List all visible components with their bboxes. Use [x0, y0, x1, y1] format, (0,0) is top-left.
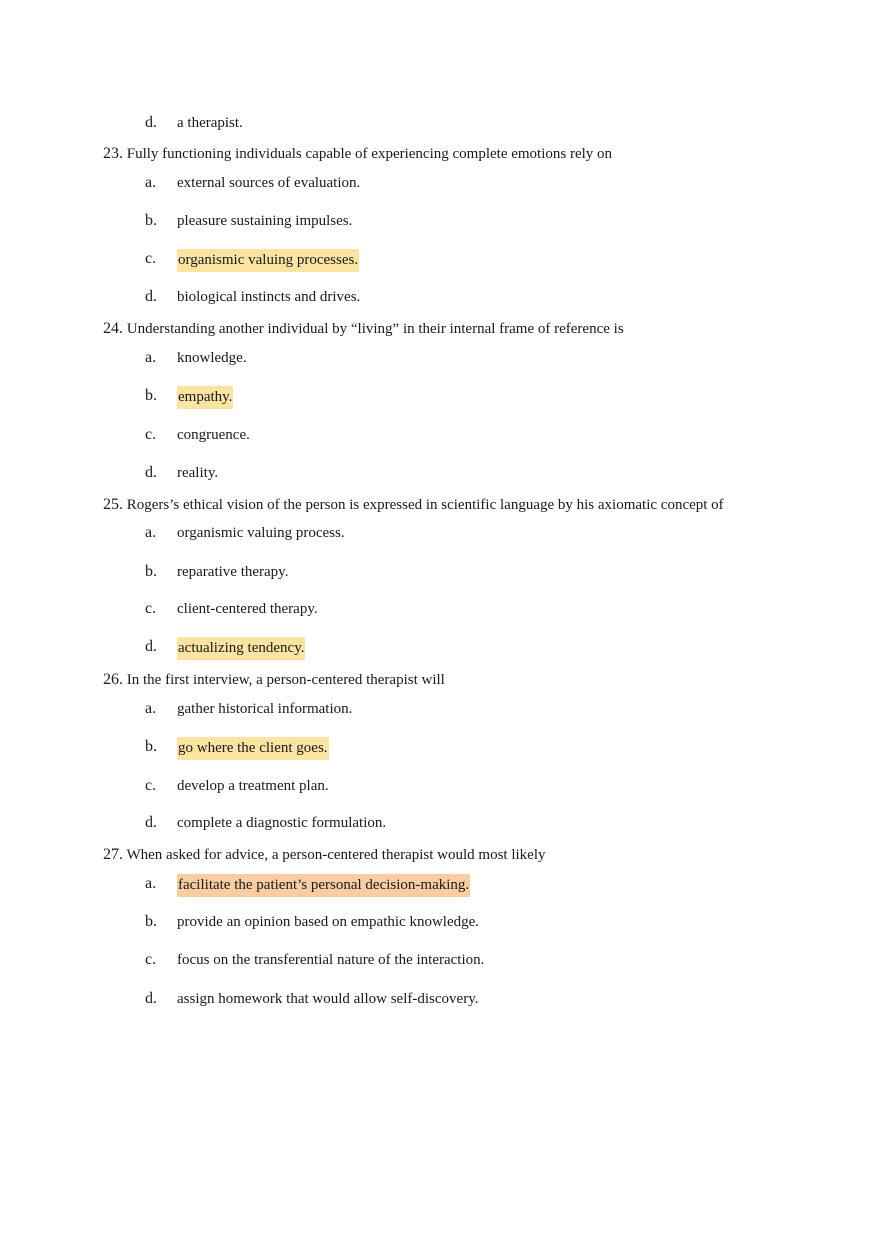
option-letter: c.: [145, 426, 157, 443]
option-letter: b.: [145, 387, 157, 404]
option-letter: d.: [145, 990, 157, 1007]
question-23-stem: [103, 144, 612, 164]
question-text: When asked for advice, a person-centered therapist would most likely: [126, 847, 546, 863]
question-text: In the first interview, a person-centered therapist will: [126, 672, 445, 688]
highlighted-answer: go where the client goes.: [177, 737, 329, 760]
option-text: complete a diagnostic formulation.: [177, 815, 387, 831]
option-text: knowledge.: [177, 350, 247, 366]
option-letter: b.: [145, 913, 157, 930]
option-letter: b.: [145, 738, 157, 755]
question-number: 24.: [103, 320, 123, 337]
question-text: Understanding another individual by “living” in their internal frame of reference is: [126, 321, 624, 337]
option-letter: d.: [145, 464, 157, 481]
lead-option: [0, 113, 880, 133]
option-letter: d.: [145, 114, 157, 131]
highlighted-answer: facilitate the patient’s personal decision-making.: [177, 874, 470, 897]
option-letter: a.: [145, 349, 157, 366]
option-text: assign homework that would allow self-discovery.: [177, 991, 479, 1007]
option-text: reality.: [177, 465, 219, 481]
option-letter: d.: [145, 288, 157, 305]
option-text: biological instincts and drives.: [177, 289, 361, 305]
question-number: 23.: [103, 145, 123, 162]
option-text: a therapist.: [177, 115, 243, 131]
option-letter: a.: [145, 524, 157, 541]
question-number: 25.: [103, 496, 123, 513]
question-number: 27.: [103, 846, 123, 863]
option-text: client-centered therapy.: [177, 601, 318, 617]
highlighted-answer: actualizing tendency.: [177, 637, 305, 660]
highlighted-answer: empathy.: [177, 386, 233, 409]
option-letter: b.: [145, 563, 157, 580]
question-number: 26.: [103, 671, 123, 688]
question-27-stem: [103, 845, 546, 865]
option-letter: a.: [145, 700, 157, 717]
option-letter: c.: [145, 777, 157, 794]
option-text: gather historical information.: [177, 701, 353, 717]
question-text: Fully functioning individuals capable of experiencing complete emotions rely on: [126, 146, 613, 162]
option-letter: c.: [145, 600, 157, 617]
highlighted-answer: organismic valuing processes.: [177, 249, 359, 272]
option-text: develop a treatment plan.: [177, 778, 329, 794]
question-24-stem: [103, 319, 624, 339]
option-letter: a.: [145, 875, 157, 892]
option-text: reparative therapy.: [177, 564, 289, 580]
option-text: congruence.: [177, 427, 250, 443]
option-letter: d.: [145, 814, 157, 831]
question-text: Rogers’s ethical vision of the person is expressed in scientific language by his axiomatic concept of: [126, 497, 724, 513]
option-letter: c.: [145, 951, 157, 968]
option-letter: c.: [145, 250, 157, 267]
option-letter: a.: [145, 174, 157, 191]
question-26-stem: [103, 670, 445, 690]
option-text: focus on the transferential nature of the interaction.: [177, 952, 485, 968]
option-text: external sources of evaluation.: [177, 175, 361, 191]
option-letter: d.: [145, 638, 157, 655]
question-25-stem: [103, 495, 724, 515]
option-text: provide an opinion based on empathic knowledge.: [177, 914, 480, 930]
option-text: pleasure sustaining impulses.: [177, 213, 353, 229]
option-letter: b.: [145, 212, 157, 229]
option-text: organismic valuing process.: [177, 525, 345, 541]
